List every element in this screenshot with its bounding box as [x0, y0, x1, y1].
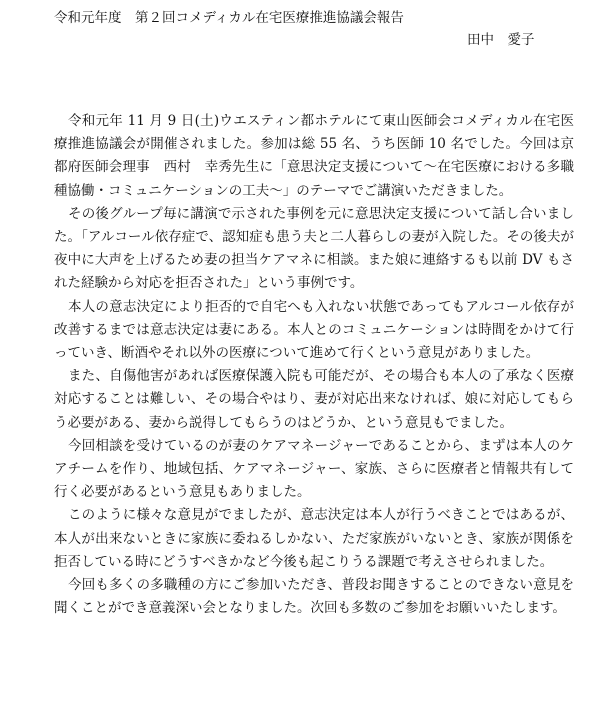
author-name: 田中 愛子: [467, 32, 535, 48]
paragraph-reflection: このように様々な意見がでましたが、意志決定は本人が行うべきことではあるが、本人が出来ないときに家族に委ねるしかない、ただ家族がいないとき、家族が関係を拒否している時にどうすべきかなど今後も起こりうる課題で考えさせられました。: [54, 507, 574, 570]
paragraph-closing: 今回も多くの多職種の方にご参加いただき、普段お聞きすることのできない意見を聞くことができ意義深い会となりました。次回も多数のご参加をお願いいたします。: [54, 577, 574, 617]
report-header: [54, 6, 574, 48]
report-title: 令和元年度 第２回コメディカル在宅医療推進協議会報告: [54, 10, 404, 26]
report-body: [54, 110, 574, 620]
paragraph-care-team-opinion: 今回相談を受けているのが妻のケアマネージャーであることから、まずは本人のケアチームを作り、地域包括、ケアマネージャー、家族、さらに医療者と情報共有して行く必要があるという意見もありました。: [54, 437, 574, 501]
paragraph-intro: 令和元年 11 月 9 日(土)ウエスティン都ホテルにて東山医師会コメディカル在宅医療推進協議会が開催されました。参加は総 55 名、うち医師 10 名でした。今回は京都府医師会理事 西村 幸秀先生に「意思決定支援について～在宅医療における多職種協働・コミュニケーションの工夫～」のテーマでご講演いただきました。: [54, 113, 574, 199]
paragraph-hospitalization-opinion: また、自傷他害があれば医療保護入院も可能だが、その場合も本人の了承なく医療対応することは難しい、その場合やはり、妻が対応出来なければ、娘に対応してもらう必要がある、妻から説得してもらうのはどうか、という意見もでました。: [54, 368, 574, 431]
paragraph-group-case: その後グループ毎に講演で示された事例を元に意思決定支援について話し合いました。「アルコール依存症で、認知症も患う夫と二人暮らしの妻が入院した。その後夫が夜中に大声を上げるため妻の担当ケアマネに相談。また娘に連絡するも以前 DV もされた経験から対応を拒否された」という事例です。: [54, 205, 574, 292]
paragraph-decision-opinion: 本人の意志決定により拒否的で自宅へも入れない状態であってもアルコール依存が改善するまでは意志決定は妻にある。本人とのコミュニケーションは時間をかけて行っていき、断酒やそれ以外の医療について進めて行くという意見がありました。: [54, 298, 574, 362]
